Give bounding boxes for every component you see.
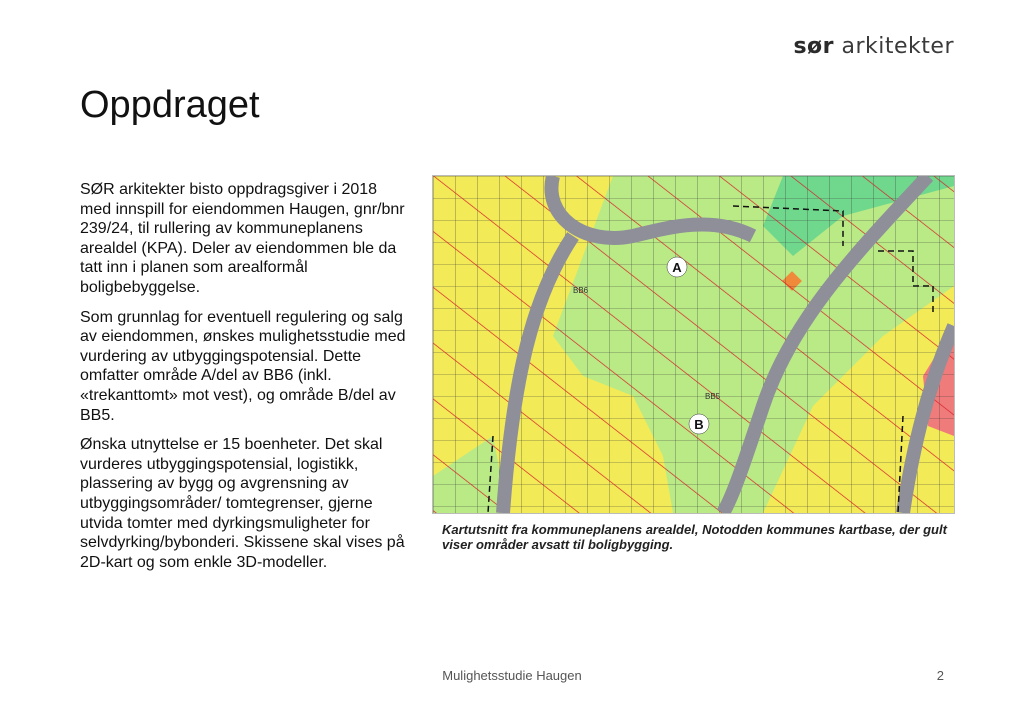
zoning-map [432, 175, 955, 514]
map-label-bb5: BB5 [705, 392, 721, 401]
paragraph-2: Som grunnlag for eventuell regulering og salg av eiendommen, ønskes mulighetsstudie med vurdering av utbyggingspotensial. Dette omfatter område A/del av BB6 (inkl. «trekanttomt» mot vest), og område B/del av BB5. [80, 308, 406, 424]
map-label-a: A [672, 260, 682, 275]
company-logo [793, 34, 954, 59]
paragraph-3: Ønska utnyttelse er 15 boenheter. Det skal vurderes utbyggingspotensial, logistikk, plassering av bygg og avgrensning av utbyggingsområder/ tomtegrenser, gjerne utvida tomter med dyrkingsmuligheter for selvdyrking/bybonderi. Skissene skal vises på 2D-kart og som enkle 3D-modeller. [80, 436, 405, 571]
map-label-b: B [694, 417, 704, 432]
page-number: 2 [936, 668, 944, 683]
logo-sor: sør [793, 34, 835, 59]
footer-title: Mulighetsstudie Haugen [442, 668, 582, 683]
body-text [80, 180, 410, 582]
zoning-map-graphic [433, 176, 954, 513]
paragraph-1: SØR arkitekter bisto oppdragsgiver i 2018 med innspill for eiendommen Haugen, gnr/bnr 239/24, til rullering av kommuneplanens arealdel (KPA). Deler av eiendommen ble da tatt inn i planen som arealformål boligbebyggelse. [80, 181, 405, 296]
logo-arkitekter: arkitekter [834, 34, 954, 59]
map-caption: Kartutsnitt fra kommuneplanens arealdel, Notodden kommunes kartbase, der gult viser områder avsatt til boligbygging. [442, 522, 947, 552]
page-title: Oppdraget [80, 84, 260, 126]
map-label-bb6: BB6 [573, 286, 589, 295]
